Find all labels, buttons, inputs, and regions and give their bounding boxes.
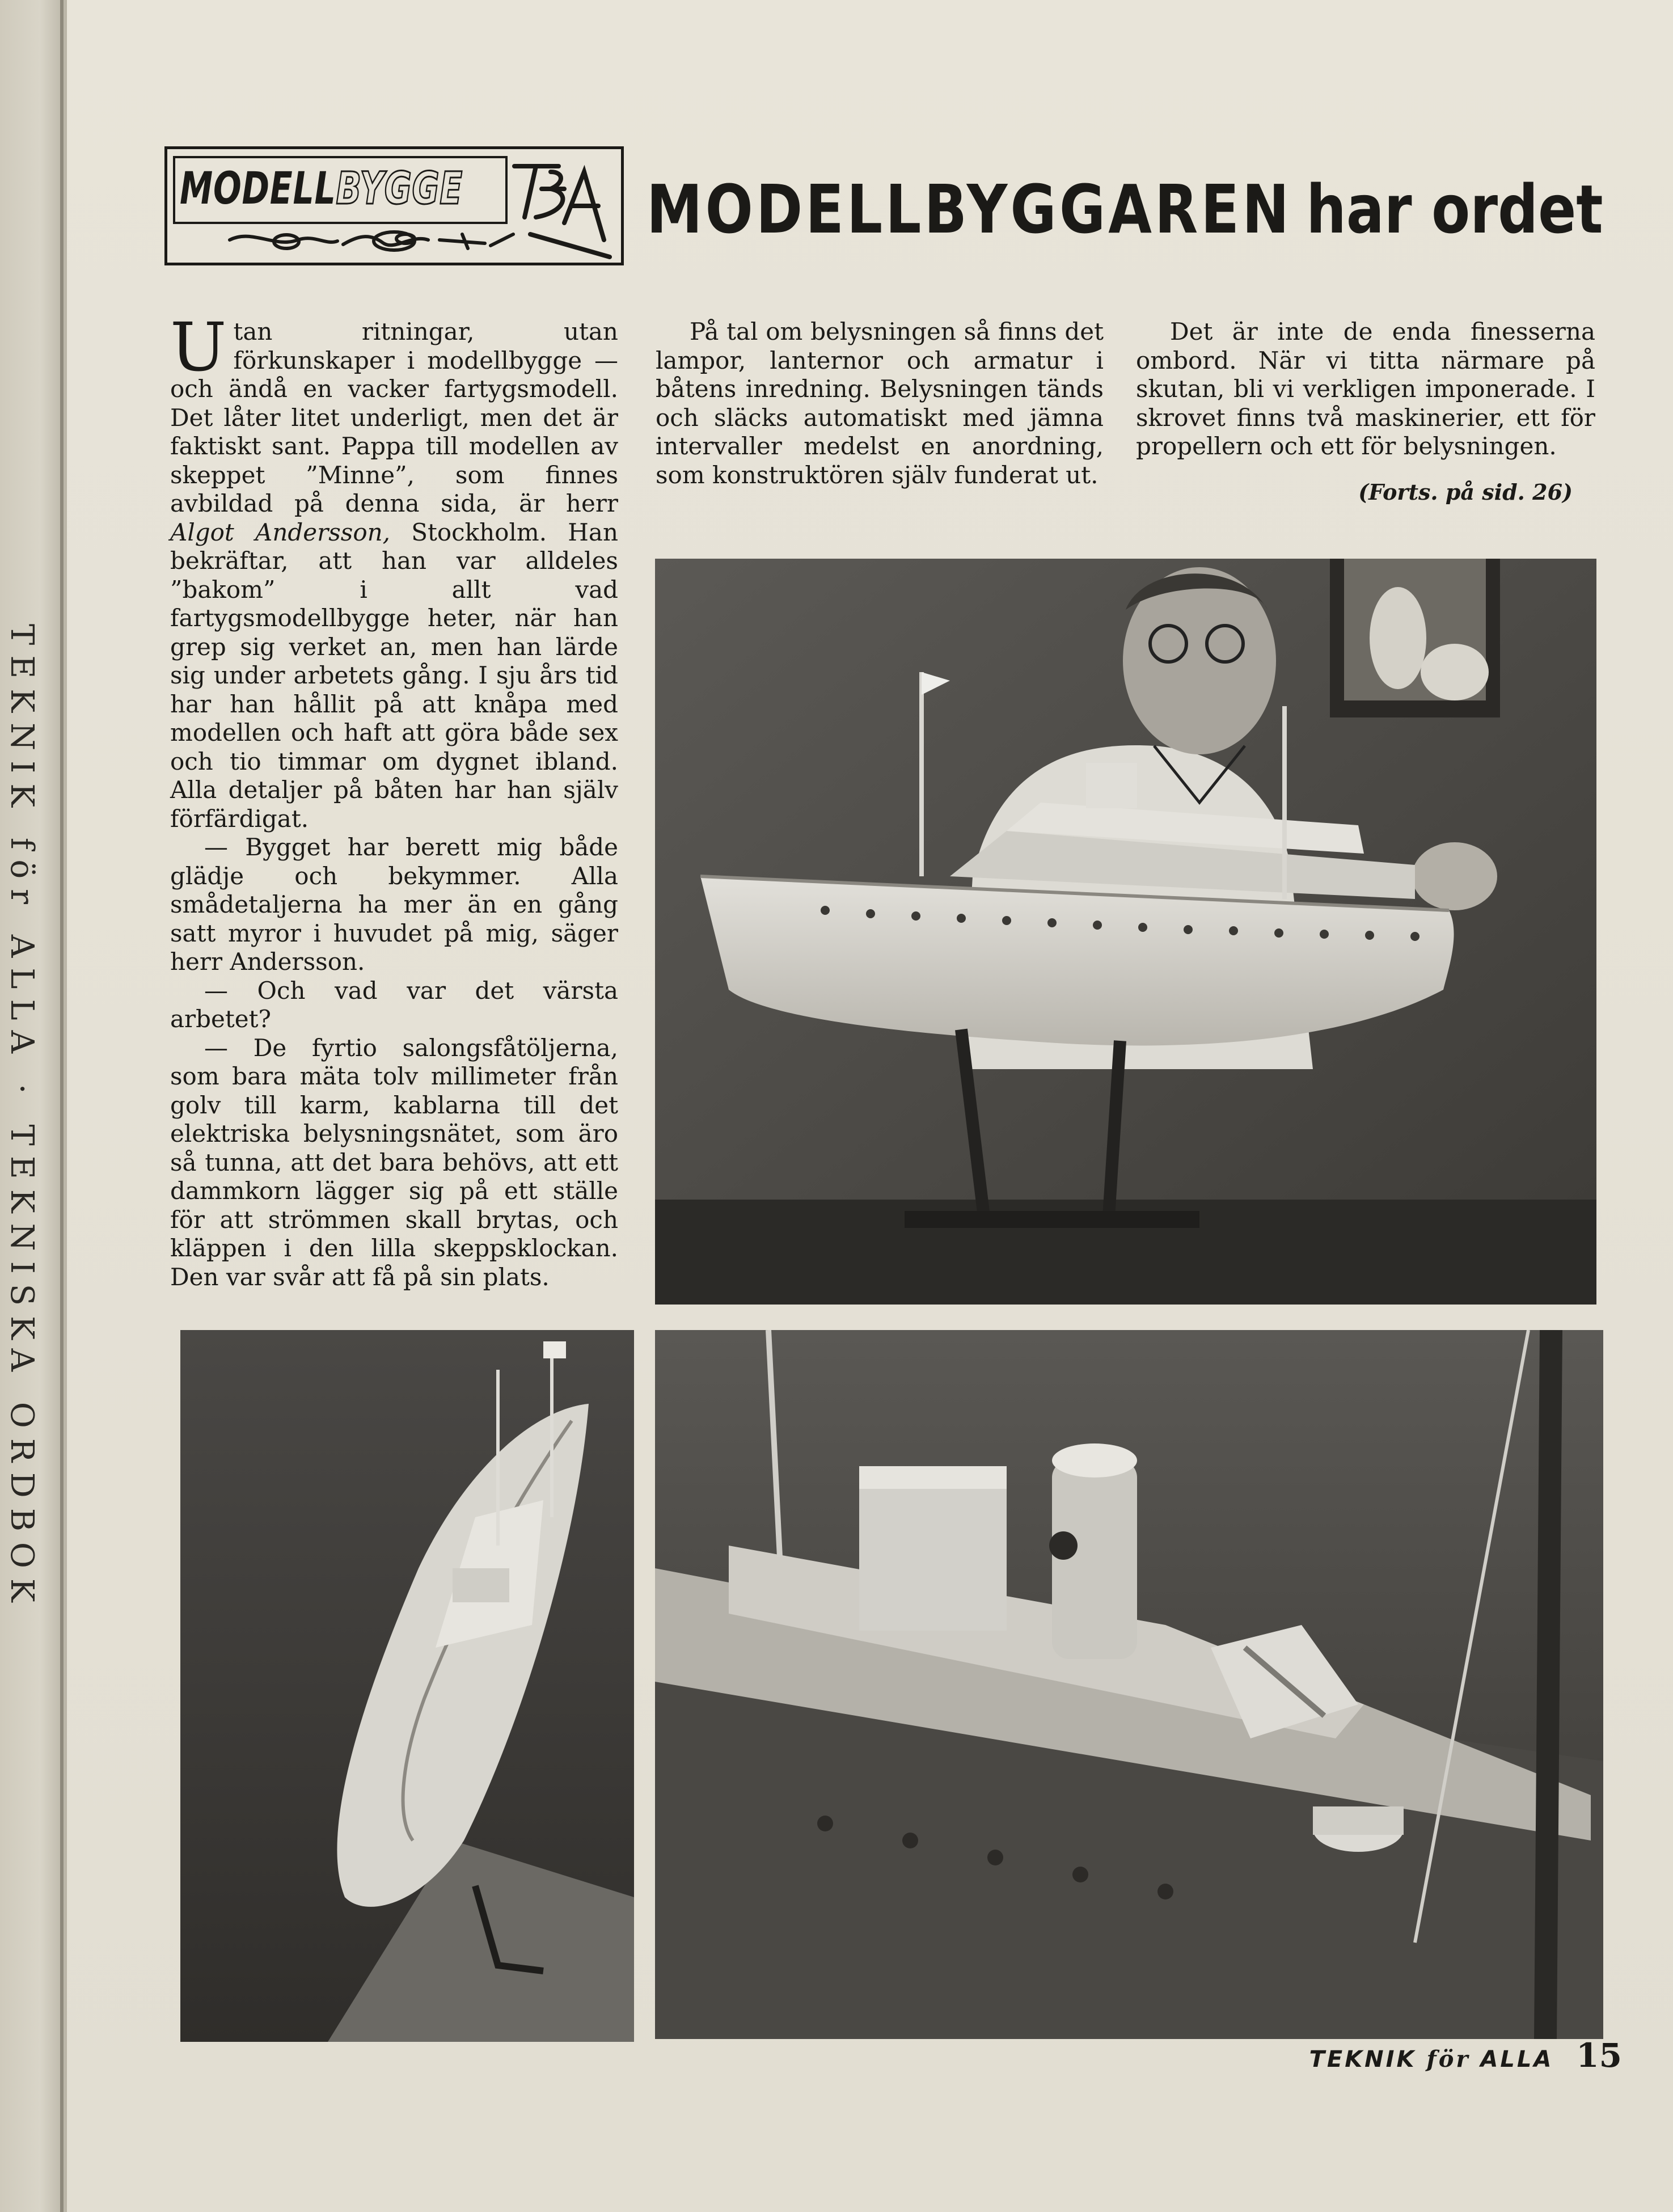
headline-sub: har ordet [1306,170,1603,248]
paragraph: Utan ritningar, utan förkunskaper i modellbygge — och ändå en vacker fartygsmodell. Det låter litet underligt, men det är faktiskt sant. Pappa till modellen av skeppet ”Minne”, som finnes avbildad på denna sida, är herr Algot Andersson, Stockholm. Han bekräftar, att han var alldeles ”bakom” i allt vad fartygsmodellbygge heter, när han grep sig verket an, men han lärde sig under arbetets gång. I sju års tid har han hållit på att knåpa med modellen och haft att göra både sex och tio timmar om dygnet ibland. Alla detaljer på båten har han själv förfärdigat. [170,308,618,833]
headline-main: MODELLBYGGAREN [647,170,1292,248]
section-logo [164,146,624,265]
tools-icon [230,232,513,250]
logo-title: MODELLBYGGE [180,163,463,214]
paragraph: — Och vad var det värsta arbetet? [170,976,618,1033]
spine-text: TEKNIK för ALLA · TEKNISKA ORDBOK [3,624,40,1612]
logo-tools-illustration [167,149,621,263]
person-name: Algot Andersson, [170,518,391,546]
drop-cap: U [170,308,227,386]
paragraph: — Bygget har berett mig både glädje och bekymmer. Alla smådetaljerna ha mer än en gång satt myror i huvudet på mig, säger herr Andersson. [170,833,618,976]
article-column-3 [1136,318,1595,506]
page-footer [1309,2036,1622,2075]
publication-name: TEKNIK för ALLA [1309,2046,1554,2072]
photo-ship-bow-view [180,1330,634,2042]
paragraph: Det är inte de enda finesserna ombord. När vi titta närmare på skutan, bli vi verkligen imponerade. I skrovet finns två maskinerier, ett för propellern och ett för belysningen. [1136,318,1595,460]
continued-note: (Forts. på sid. 26) [1358,479,1573,505]
article-headline [647,170,1603,248]
left-margin [0,0,67,2212]
paragraph: — De fyrtio salongsfåtöljerna, som bara mäta tolv millimeter från golv till karm, kablarna till det elektriska belysningsnätet, som äro så tunna, att det bara behövs, att ett dammkorn lägger sig på ett ställe för att strömmen skall brytas, och kläppen i den lilla skeppsklockan. Den var svår att få på sin plats. [170,1033,618,1291]
photo-builder-with-model [655,559,1596,1305]
article-column-2 [656,318,1104,489]
paragraph: På tal om belysningen så finns det lampor, lanternor och armatur i båtens inredning. Belysningen tänds och släcks automatiskt med jämna intervaller medelst en anordning, som konstruktören själv funderat ut. [656,318,1104,489]
article-column-1 [170,308,618,1291]
spine-line [60,0,64,2212]
page-number: 15 [1576,2036,1622,2075]
tfa-emblem-icon [514,166,610,257]
photo-deck-detail [655,1330,1603,2039]
